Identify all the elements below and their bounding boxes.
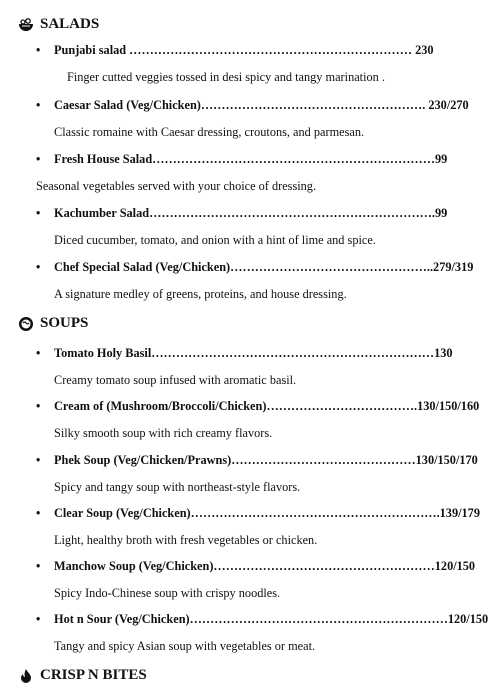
soup-bowl-icon: [18, 316, 34, 332]
item-description: Diced cucumber, tomato, and onion with a hint of lime and spice.: [54, 233, 376, 247]
item-name-price: Tomato Holy Basil……………………………………………………………130: [54, 346, 453, 360]
item-description: Spicy and tangy soup with northeast-style flavors.: [54, 480, 301, 494]
item-name-price: Fresh House Salad……………………………………………………………99: [54, 152, 448, 166]
section-heading-salads: [18, 16, 99, 33]
bullet: •: [36, 506, 41, 520]
section-title: CRISP N BITES: [40, 667, 147, 683]
salad-bowl-icon: [18, 17, 34, 33]
item-name-price: Manchow Soup (Veg/Chicken)………………………………………………120/150: [54, 559, 476, 573]
bullet: •: [36, 346, 41, 360]
item-name-price: Punjabi salad …………………………………………………………… 230: [54, 43, 434, 57]
bullet: •: [36, 98, 41, 112]
bullet: •: [36, 152, 41, 166]
item-description: Seasonal vegetables served with your choice of dressing.: [36, 179, 317, 193]
section-heading-soups: [18, 315, 88, 332]
section-title: SALADS: [40, 16, 100, 32]
bullet: •: [36, 399, 41, 413]
item-name-price: Caesar Salad (Veg/Chicken)………………………………………………. 230/270: [54, 98, 469, 112]
item-description: A signature medley of greens, proteins, and house dressing.: [54, 287, 347, 301]
item-name-price: Cream of (Mushroom/Broccoli/Chicken)……………………………….130/150/160: [54, 399, 480, 413]
bullet: •: [36, 206, 41, 220]
fire-icon: [18, 668, 34, 684]
bullet: •: [36, 260, 41, 274]
item-name-price: Phek Soup (Veg/Chicken/Prawns)………………………………………130/150/170: [54, 453, 478, 467]
item-description: Light, healthy broth with fresh vegetables or chicken.: [54, 533, 318, 547]
item-description: Finger cutted veggies tossed in desi spicy and tangy marination .: [67, 70, 385, 84]
item-description: Creamy tomato soup infused with aromatic basil.: [54, 373, 297, 387]
item-name-price: Kachumber Salad…………………………………………………………….99: [54, 206, 448, 220]
item-description: Spicy Indo-Chinese soup with crispy noodles.: [54, 586, 281, 600]
item-name-price: Clear Soup (Veg/Chicken)…………………………………………………….139/179: [54, 506, 480, 520]
bullet: •: [36, 612, 41, 626]
section-heading-crisp-n-bites: [18, 667, 147, 684]
item-name-price: Chef Special Salad (Veg/Chicken)…………………………………………..279/319: [54, 260, 474, 274]
bullet: •: [36, 43, 41, 57]
bullet: •: [36, 559, 41, 573]
item-name-price: Hot n Sour (Veg/Chicken)………………………………………………………120/150: [54, 612, 489, 626]
bullet: •: [36, 453, 41, 467]
section-title: SOUPS: [40, 315, 89, 331]
item-description: Silky smooth soup with rich creamy flavors.: [54, 426, 273, 440]
item-description: Classic romaine with Caesar dressing, croutons, and parmesan.: [54, 125, 365, 139]
item-description: Tangy and spicy Asian soup with vegetables or meat.: [54, 639, 316, 653]
